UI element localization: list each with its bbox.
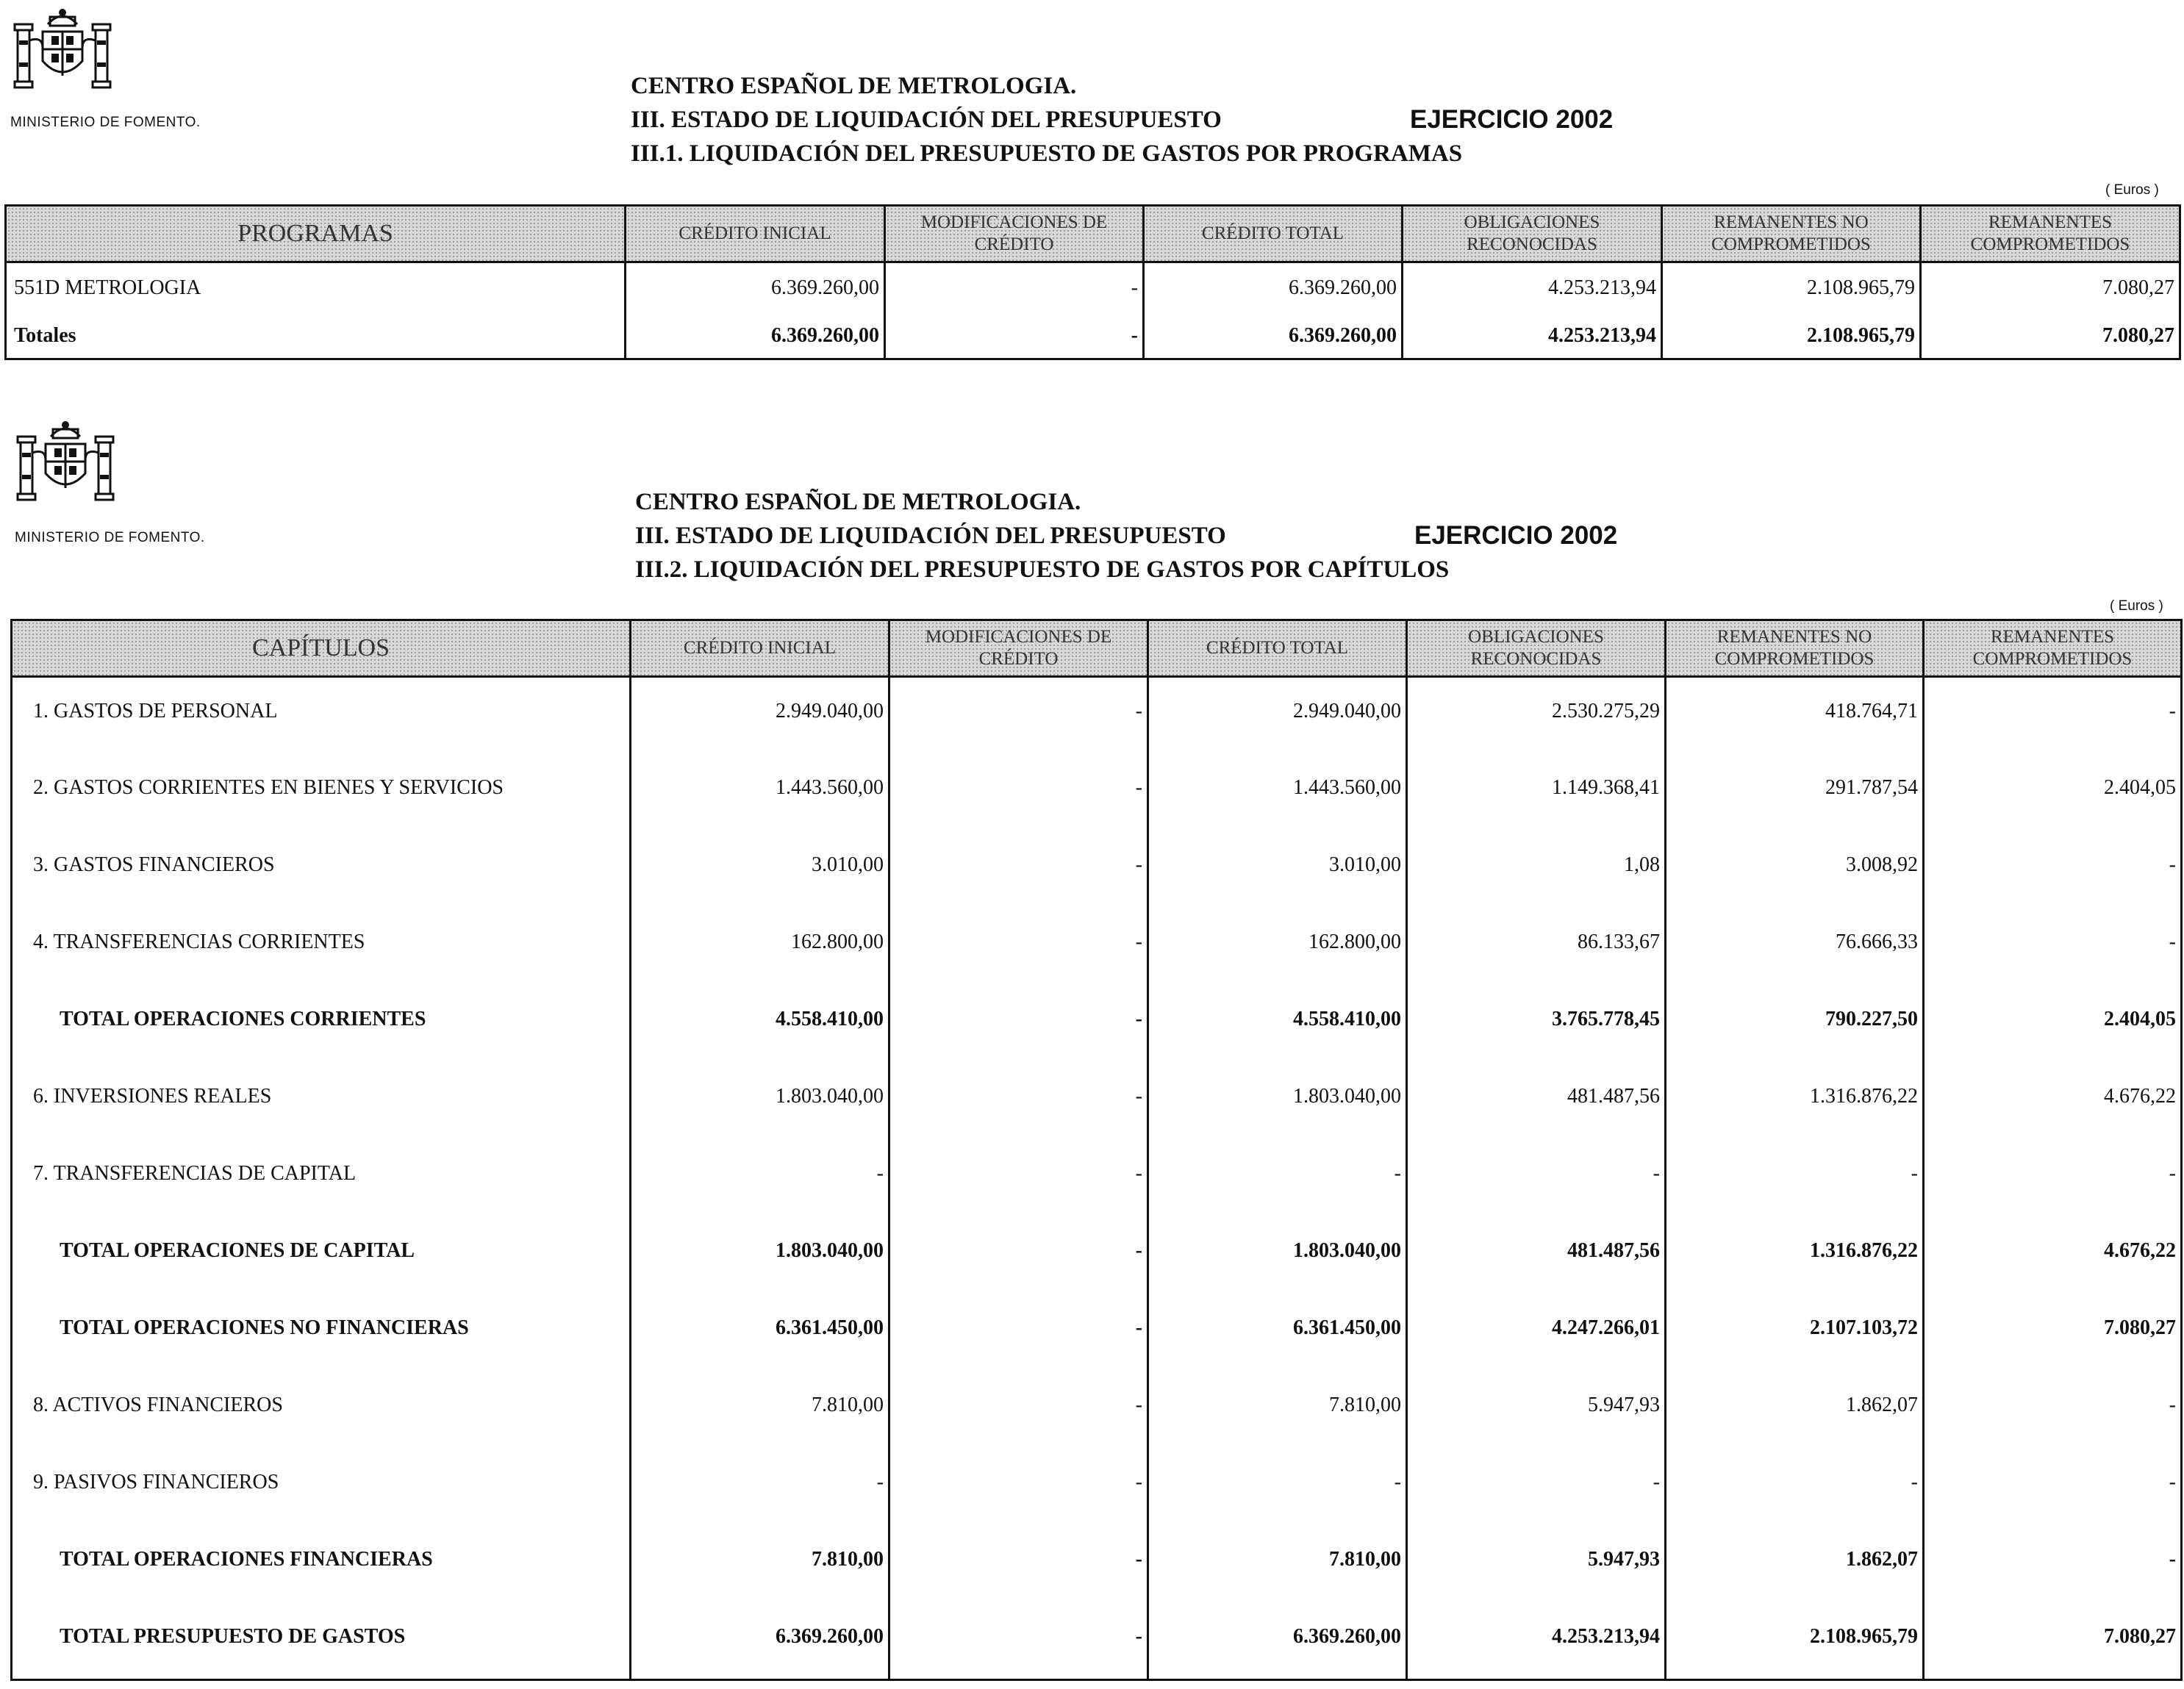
amount-cell: - [889, 1526, 1148, 1603]
row-label: 6. INVERSIONES REALES [12, 1063, 631, 1140]
amount-cell: - [1407, 1449, 1666, 1526]
amount-cell: 4.253.213,94 [1403, 262, 1662, 311]
amount-cell: - [631, 1449, 889, 1526]
amount-cell: 2.107.103,72 [1666, 1294, 1924, 1371]
amount-cell: 1.803.040,00 [631, 1217, 889, 1294]
amount-cell: 790.227,50 [1666, 986, 1924, 1063]
amount-cell: 6.369.260,00 [626, 311, 885, 359]
amount-cell: - [889, 677, 1148, 754]
col-header: REMANENTES COMPROMETIDOS [1921, 206, 2180, 262]
amount-cell: 4.253.213,94 [1407, 1603, 1666, 1680]
table-row [12, 1294, 2182, 1371]
chapters-table [10, 619, 2183, 1681]
amount-cell: 2.108.965,79 [1662, 262, 1921, 311]
amount-cell: - [889, 1217, 1148, 1294]
row-label: 3. GASTOS FINANCIEROS [12, 831, 631, 908]
table-header-row [6, 206, 2180, 262]
table-row [6, 262, 2180, 311]
title-line-1: CENTRO ESPAÑOL DE METROLOGIA. [631, 73, 1077, 99]
col-header: REMANENTES NO COMPROMETIDOS [1662, 206, 1921, 262]
row-label: Totales [6, 311, 626, 359]
table-row [12, 1603, 2182, 1680]
table-row [12, 1526, 2182, 1603]
amount-cell: - [1924, 1449, 2182, 1526]
table-row [12, 1217, 2182, 1294]
amount-cell: - [889, 754, 1148, 831]
chapters-table-body [12, 677, 2182, 1680]
amount-cell: 1.149.368,41 [1407, 754, 1666, 831]
amount-cell: 1.803.040,00 [1148, 1217, 1407, 1294]
amount-cell: 2.404,05 [1924, 986, 2182, 1063]
amount-cell: 3.765.778,45 [1407, 986, 1666, 1063]
amount-cell: 4.676,22 [1924, 1063, 2182, 1140]
units-label: ( Euros ) [2110, 598, 2163, 614]
amount-cell: - [1666, 1449, 1924, 1526]
amount-cell: 7.080,27 [1924, 1603, 2182, 1680]
amount-cell: - [889, 1603, 1148, 1680]
amount-cell: 2.949.040,00 [1148, 677, 1407, 754]
amount-cell: - [1407, 1140, 1666, 1217]
amount-cell: - [1924, 1371, 2182, 1449]
col-header: PROGRAMAS [6, 206, 626, 262]
table-row [12, 1140, 2182, 1217]
amount-cell: - [889, 908, 1148, 986]
amount-cell: - [1924, 908, 2182, 986]
amount-cell: - [1924, 1526, 2182, 1603]
amount-cell: - [885, 262, 1144, 311]
amount-cell: 1.443.560,00 [631, 754, 889, 831]
amount-cell: 7.810,00 [1148, 1526, 1407, 1603]
row-label: 4. TRANSFERENCIAS CORRIENTES [12, 908, 631, 986]
amount-cell: 7.810,00 [1148, 1371, 1407, 1449]
amount-cell: 6.369.260,00 [631, 1603, 889, 1680]
row-label: 551D METROLOGIA [6, 262, 626, 311]
amount-cell: 2.530.275,29 [1407, 677, 1666, 754]
amount-cell: 6.369.260,00 [626, 262, 885, 311]
amount-cell: 2.949.040,00 [631, 677, 889, 754]
amount-cell: 3.008,92 [1666, 831, 1924, 908]
amount-cell: 7.080,27 [1921, 311, 2180, 359]
amount-cell: 7.810,00 [631, 1371, 889, 1449]
title-line-3: III.2. LIQUIDACIÓN DEL PRESUPUESTO DE GASTOS POR CAPÍTULOS [635, 556, 1450, 583]
amount-cell: 3.010,00 [1148, 831, 1407, 908]
title-line-1: CENTRO ESPAÑOL DE METROLOGIA. [635, 489, 1081, 515]
col-header: CRÉDITO TOTAL [1148, 620, 1407, 677]
amount-cell: 6.361.450,00 [1148, 1294, 1407, 1371]
amount-cell: 7.810,00 [631, 1526, 889, 1603]
amount-cell: 4.253.213,94 [1403, 311, 1662, 359]
amount-cell: 162.800,00 [631, 908, 889, 986]
row-label: TOTAL OPERACIONES NO FINANCIERAS [12, 1294, 631, 1371]
amount-cell: 6.369.260,00 [1144, 262, 1403, 311]
col-header: REMANENTES NO COMPROMETIDOS [1666, 620, 1924, 677]
amount-cell: 418.764,71 [1666, 677, 1924, 754]
col-header: OBLIGACIONES RECONOCIDAS [1403, 206, 1662, 262]
amount-cell: 2.404,05 [1924, 754, 2182, 831]
table-row [12, 1063, 2182, 1140]
row-label: TOTAL OPERACIONES FINANCIERAS [12, 1526, 631, 1603]
amount-cell: 1,08 [1407, 831, 1666, 908]
title-line-3: III.1. LIQUIDACIÓN DEL PRESUPUESTO DE GASTOS POR PROGRAMAS [631, 140, 1463, 167]
amount-cell: 481.487,56 [1407, 1217, 1666, 1294]
title-line-2-text: III. ESTADO DE LIQUIDACIÓN DEL PRESUPUESTO [635, 523, 1226, 549]
amount-cell: 162.800,00 [1148, 908, 1407, 986]
amount-cell: - [885, 311, 1144, 359]
amount-cell: - [1924, 1140, 2182, 1217]
coat-of-arms-icon [10, 416, 121, 508]
amount-cell: 76.666,33 [1666, 908, 1924, 986]
programs-table [4, 204, 2181, 360]
col-header: MODIFICACIONES DE CRÉDITO [885, 206, 1144, 262]
amount-cell: - [889, 831, 1148, 908]
amount-cell: 1.803.040,00 [631, 1063, 889, 1140]
table-row [6, 311, 2180, 359]
amount-cell: 1.316.876,22 [1666, 1217, 1924, 1294]
ministry-label: MINISTERIO DE FOMENTO. [15, 530, 205, 545]
title-line-2-text: III. ESTADO DE LIQUIDACIÓN DEL PRESUPUESTO [631, 107, 1222, 133]
amount-cell: 4.676,22 [1924, 1217, 2182, 1294]
amount-cell: - [889, 1449, 1148, 1526]
col-header: OBLIGACIONES RECONOCIDAS [1407, 620, 1666, 677]
row-label: TOTAL PRESUPUESTO DE GASTOS [12, 1603, 631, 1680]
col-header: CRÉDITO INICIAL [631, 620, 889, 677]
amount-cell: 481.487,56 [1407, 1063, 1666, 1140]
col-header: CAPÍTULOS [12, 620, 631, 677]
row-label: 8. ACTIVOS FINANCIEROS [12, 1371, 631, 1449]
amount-cell: - [889, 1140, 1148, 1217]
ejercicio-label: EJERCICIO 2002 [1410, 105, 1614, 134]
ejercicio-label: EJERCICIO 2002 [1414, 521, 1618, 550]
amount-cell: 1.443.560,00 [1148, 754, 1407, 831]
amount-cell: 6.369.260,00 [1148, 1603, 1407, 1680]
amount-cell: 5.947,93 [1407, 1526, 1666, 1603]
amount-cell: - [1666, 1140, 1924, 1217]
amount-cell: - [1924, 831, 2182, 908]
amount-cell: - [1148, 1140, 1407, 1217]
amount-cell: 2.108.965,79 [1662, 311, 1921, 359]
amount-cell: 1.862,07 [1666, 1371, 1924, 1449]
title-line-2 [635, 519, 1664, 553]
row-label: 7. TRANSFERENCIAS DE CAPITAL [12, 1140, 631, 1217]
amount-cell: 7.080,27 [1924, 1294, 2182, 1371]
amount-cell: 4.558.410,00 [1148, 986, 1407, 1063]
col-header: CRÉDITO TOTAL [1144, 206, 1403, 262]
amount-cell: 2.108.965,79 [1666, 1603, 1924, 1680]
table-row [12, 986, 2182, 1063]
amount-cell: 1.803.040,00 [1148, 1063, 1407, 1140]
col-header: MODIFICACIONES DE CRÉDITO [889, 620, 1148, 677]
amount-cell: 4.558.410,00 [631, 986, 889, 1063]
units-label: ( Euros ) [2105, 182, 2159, 198]
table-row [12, 908, 2182, 986]
amount-cell: 3.010,00 [631, 831, 889, 908]
row-label: 9. PASIVOS FINANCIEROS [12, 1449, 631, 1526]
amount-cell: - [631, 1140, 889, 1217]
amount-cell: - [889, 1294, 1148, 1371]
col-header: CRÉDITO INICIAL [626, 206, 885, 262]
title-line-2 [631, 103, 1660, 137]
amount-cell: 7.080,27 [1921, 262, 2180, 311]
amount-cell: - [1148, 1449, 1407, 1526]
amount-cell: 86.133,67 [1407, 908, 1666, 986]
row-label: 1. GASTOS DE PERSONAL [12, 677, 631, 754]
amount-cell: 6.361.450,00 [631, 1294, 889, 1371]
table-row [12, 754, 2182, 831]
table-row [12, 677, 2182, 754]
amount-cell: 1.316.876,22 [1666, 1063, 1924, 1140]
amount-cell: - [1924, 677, 2182, 754]
amount-cell: 6.369.260,00 [1144, 311, 1403, 359]
table-row [12, 1449, 2182, 1526]
amount-cell: 1.862,07 [1666, 1526, 1924, 1603]
section-title [635, 485, 1664, 587]
amount-cell: - [889, 986, 1148, 1063]
programs-table-body [6, 262, 2180, 359]
row-label: TOTAL OPERACIONES CORRIENTES [12, 986, 631, 1063]
amount-cell: 4.247.266,01 [1407, 1294, 1666, 1371]
amount-cell: 5.947,93 [1407, 1371, 1666, 1449]
row-label: TOTAL OPERACIONES DE CAPITAL [12, 1217, 631, 1294]
row-label: 2. GASTOS CORRIENTES EN BIENES Y SERVICIOS [12, 754, 631, 831]
table-row [12, 1371, 2182, 1449]
amount-cell: 291.787,54 [1666, 754, 1924, 831]
amount-cell: - [889, 1063, 1148, 1140]
ministry-label: MINISTERIO DE FOMENTO. [10, 115, 201, 130]
coat-of-arms-icon [7, 4, 118, 96]
table-row [12, 831, 2182, 908]
col-header: REMANENTES COMPROMETIDOS [1924, 620, 2182, 677]
table-header-row [12, 620, 2182, 677]
section-title [631, 69, 1660, 171]
amount-cell: - [889, 1371, 1148, 1449]
